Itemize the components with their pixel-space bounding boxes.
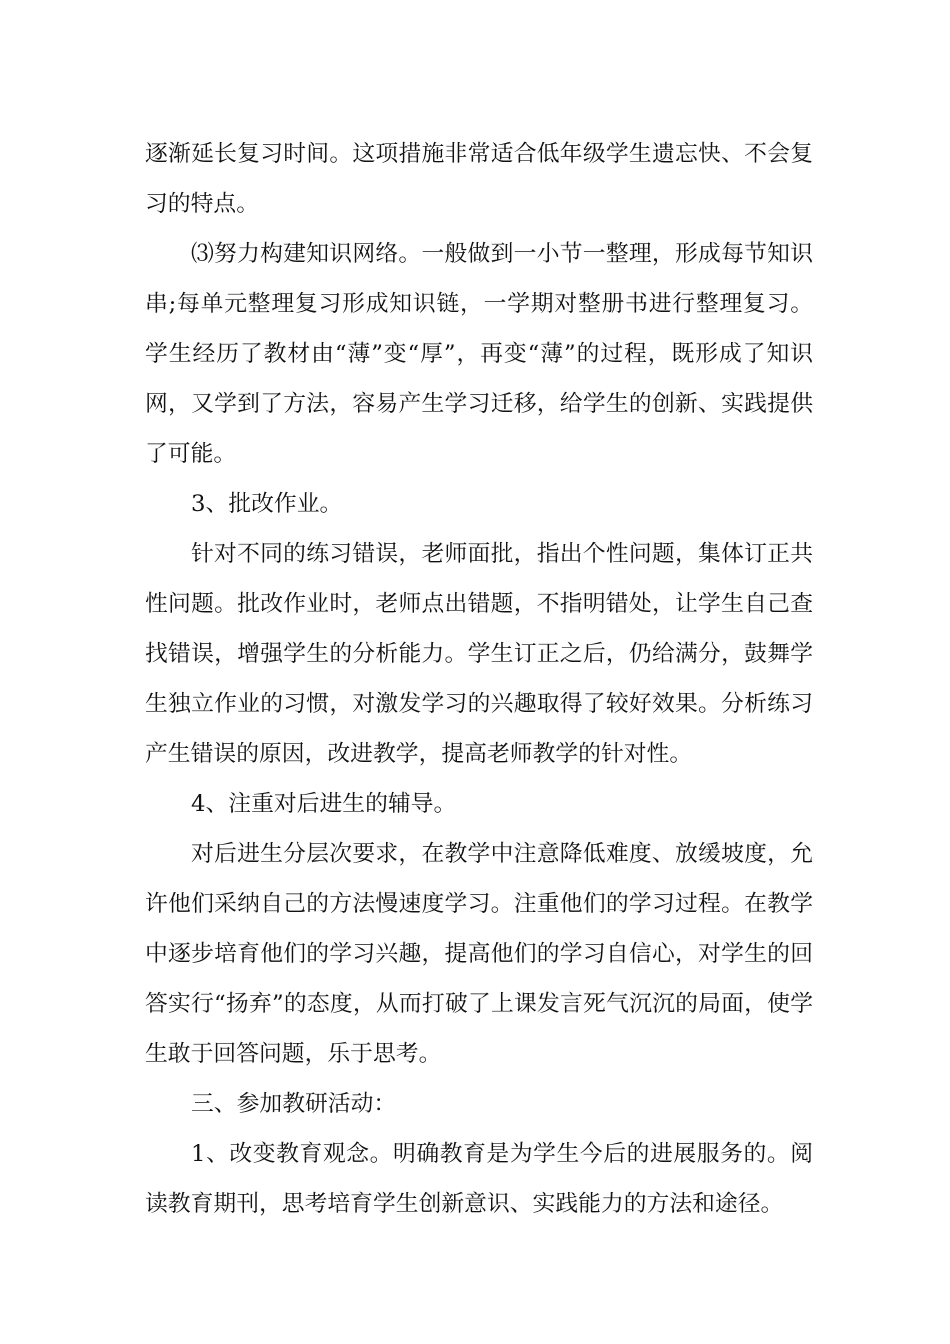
heading-teaching-research: 三、参加教研活动： <box>191 1091 397 1117</box>
paragraph-grading-homework: 针对不同的练习错误，老师面批，指出个性问题，集体订正共性问题。批改作业时，老师点出错题，不指明错处，让学生自己查找错误，增强学生的分析能力。学生订正之后，仍给满分，鼓舞学生独立作业的习惯，对激发学习的兴趣取得了较好效果。分析练习产生错误的原因，改进教学，提高老师教学的针对性。 <box>145 541 813 767</box>
heading-tutoring-students: 4、注重对后进生的辅导。 <box>191 791 457 817</box>
paragraph-review-time: 逐渐延长复习时间。这项措施非常适合低年级学生遗忘快、不会复习的特点。 <box>145 141 813 217</box>
paragraph-tutoring-students: 对后进生分层次要求，在教学中注意降低难度、放缓坡度，允许他们采纳自己的方法慢速度学习。注重他们的学习过程。在教学中逐步培育他们的学习兴趣，提高他们的学习自信心，对学生的回答实行“扬弃”的态度，从而打破了上课发言死气沉沉的局面，使学生敢于回答问题，乐于思考。 <box>145 841 813 1067</box>
document-body <box>145 129 813 1229</box>
heading-grading-homework: 3、批改作业。 <box>191 491 343 517</box>
paragraph-education-concept: 1、改变教育观念。明确教育是为学生今后的进展服务的。阅读教育期刊，思考培育学生创新意识、实践能力的方法和途径。 <box>145 1141 813 1217</box>
paragraph-knowledge-network: ⑶努力构建知识网络。一般做到一小节一整理，形成每节知识串;每单元整理复习形成知识链，一学期对整册书进行整理复习。学生经历了教材由“薄”变“厚”，再变“薄”的过程，既形成了知识网，又学到了方法，容易产生学习迁移，给学生的创新、实践提供了可能。 <box>145 241 813 467</box>
